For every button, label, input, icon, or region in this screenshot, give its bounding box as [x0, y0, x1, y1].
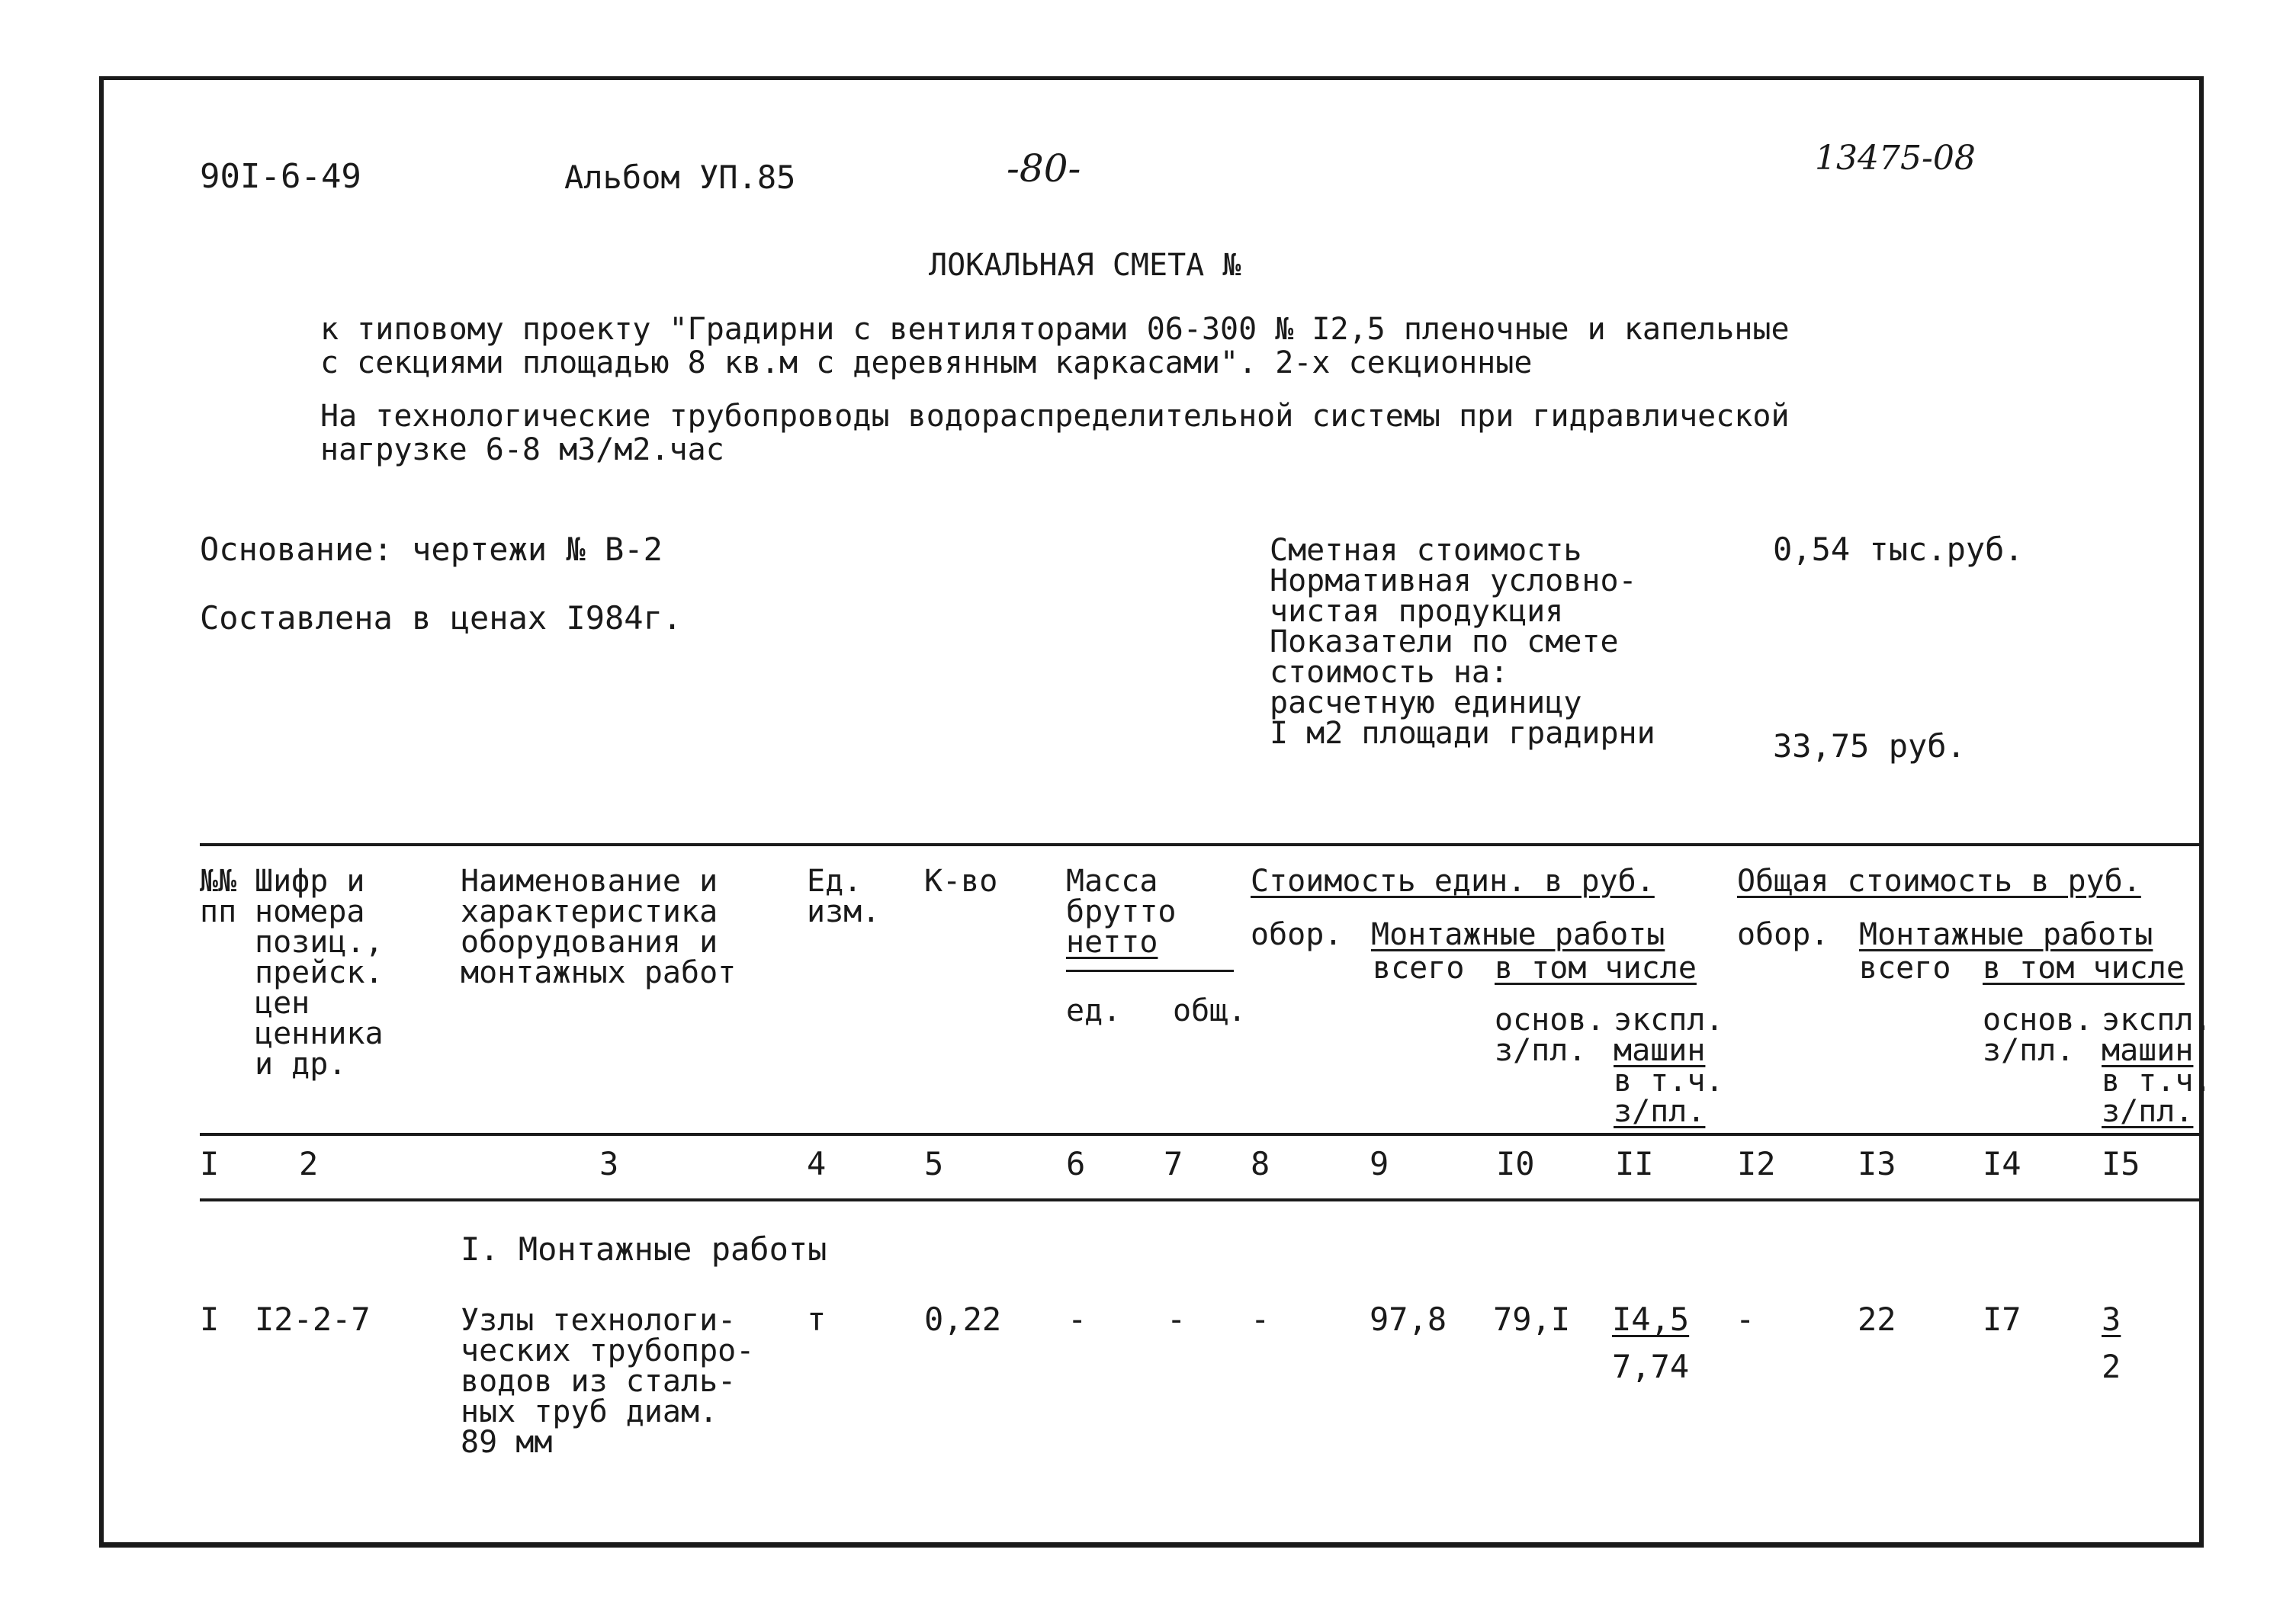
row-name-line: ных труб диам. [461, 1394, 718, 1429]
osnov-line: з/пл. [1983, 1033, 2075, 1068]
row-mass-unit: - [1068, 1301, 1087, 1338]
ekspl-line: экспл. [1614, 1002, 1724, 1038]
row-number: I [200, 1301, 220, 1338]
row-mont-total: 97,8 [1370, 1301, 1447, 1338]
doc-code: 90I-6-49 [200, 157, 361, 196]
norm-label-2: чистая продукция [1270, 594, 1564, 629]
row-name [461, 1305, 754, 1458]
column-numbers-bottom-rule [200, 1198, 2202, 1201]
header-vsego-unit: всего [1373, 951, 1465, 986]
col-number-1: I [200, 1145, 220, 1182]
header-num-a: №№ [200, 864, 237, 899]
header-code-line: прейск. [255, 955, 384, 990]
page-number: -80- [1007, 146, 1081, 191]
ekspl-line: з/пл. [2102, 1094, 2194, 1129]
col-number-12: I2 [1737, 1145, 1776, 1182]
col-number-5: 5 [924, 1145, 944, 1182]
row-mont-ekspl-zp: 7,74 [1612, 1348, 1690, 1385]
unit-cost-value: 33,75 руб. [1773, 727, 1966, 765]
norm-label-1: Нормативная условно- [1270, 563, 1637, 598]
header-name-line: монтажных работ [461, 955, 737, 990]
table-top-rule [200, 843, 2202, 846]
header-mont-group-total: Монтажные работы [1859, 917, 2153, 952]
document-title: ЛОКАЛЬНАЯ СМЕТА № [929, 248, 1241, 283]
row-qty: 0,22 [924, 1301, 1002, 1338]
header-vtch-total: в том числе [1983, 951, 2185, 986]
album-label: Альбом УП.85 [564, 159, 796, 196]
row-unit: т [807, 1301, 827, 1338]
header-code-line: цен [255, 986, 310, 1021]
osnov-line: основ. [1495, 1002, 1605, 1038]
col-number-9: 9 [1370, 1145, 1389, 1182]
header-col-2 [255, 864, 384, 1082]
row-name-line: Узлы технологи- [461, 1303, 737, 1338]
row-code: I2-2-7 [255, 1301, 371, 1338]
header-ekspl-unit [1614, 1002, 1724, 1129]
header-name-line: Наименование и [461, 864, 718, 899]
cost-indicators-labels [1270, 535, 1655, 749]
header-col-3 [461, 866, 736, 988]
header-num-b: пп [200, 894, 237, 929]
header-ekspl-total [2102, 1002, 2212, 1129]
header-code-line: ценника [255, 1016, 384, 1051]
col-number-8: 8 [1251, 1145, 1270, 1182]
col-number-13: I3 [1858, 1145, 1896, 1182]
row-mont-osnov: 79,I [1493, 1301, 1571, 1338]
header-code-line: Шифр и [255, 864, 365, 899]
basis-text: Основание: чертежи № В-2 [200, 531, 663, 568]
row-total-ekspl-zp: 2 [2102, 1348, 2121, 1385]
header-mont-group-unit: Монтажные работы [1371, 917, 1665, 952]
header-code-line: и др. [255, 1047, 347, 1082]
prices-text: Составлена в ценах I984г. [200, 599, 682, 637]
col-number-6: 6 [1066, 1145, 1086, 1182]
indicators-label-1: Показатели по смете [1270, 624, 1619, 659]
osnov-line: основ. [1983, 1002, 2093, 1038]
column-numbers-top-rule [200, 1133, 2202, 1136]
indicators-label-4: I м2 площади градирни [1270, 716, 1655, 751]
header-osnov-total [1983, 1002, 2093, 1068]
header-mass [1066, 866, 1177, 958]
row-mont-ekspl: I4,5 [1612, 1301, 1690, 1338]
header-unit-line: изм. [807, 894, 881, 929]
col-number-14: I4 [1983, 1145, 2021, 1182]
ekspl-line: з/пл. [1614, 1094, 1706, 1129]
header-obor-total: обор. [1737, 917, 1829, 952]
ekspl-line: экспл. [2102, 1002, 2212, 1038]
col-number-15: I5 [2102, 1145, 2140, 1182]
row-total-mont: 22 [1858, 1301, 1896, 1338]
title-line-4: нагрузке 6-8 м3/м2.час [320, 432, 724, 467]
title-line-1: к типовому проекту "Градирни с вентиляторами 06-300 № I2,5 пленочные и капельные [320, 312, 1790, 347]
header-qty: К-во [924, 864, 998, 899]
row-name-line: 89 мм [461, 1425, 553, 1460]
col-number-10: I0 [1496, 1145, 1535, 1182]
row-obor-total: - [1736, 1301, 1755, 1338]
ekspl-line: машин [1614, 1033, 1706, 1068]
indicators-label-3: расчетную единицу [1270, 685, 1582, 720]
osnov-line: з/пл. [1495, 1033, 1587, 1068]
header-mass-b: брутто [1066, 894, 1177, 929]
header-name-line: характеристика [461, 894, 718, 929]
header-mass-total: общ. [1173, 993, 1247, 1028]
col-number-2: 2 [299, 1145, 319, 1182]
row-mass-total: - [1167, 1301, 1187, 1338]
header-code-line: номера [255, 894, 365, 929]
header-mass-unit: ед. [1066, 993, 1122, 1028]
row-total-ekspl: 3 [2102, 1301, 2121, 1338]
header-vsego-total: всего [1859, 951, 1951, 986]
header-code-line: позиц., [255, 925, 384, 960]
ekspl-line: в т.ч. [1614, 1063, 1724, 1099]
title-line-2: с секциями площадью 8 кв.м с деревянным каркасами". 2-х секционные [320, 345, 1533, 380]
ekspl-line: в т.ч. [2102, 1063, 2212, 1099]
header-col-4 [807, 866, 880, 927]
archive-number: 13475-08 [1815, 139, 1976, 178]
row-name-line: водов из сталь- [461, 1364, 737, 1399]
header-osnov-unit [1495, 1002, 1605, 1068]
header-mass-a: Масса [1066, 864, 1158, 899]
ekspl-line: машин [2102, 1033, 2194, 1068]
row-total-osnov: I7 [1983, 1301, 2021, 1338]
title-line-3: На технологические трубопроводы водораспределительной системы при гидравлической [320, 399, 1790, 434]
cost-label: Сметная стоимость [1270, 533, 1582, 568]
section-title: I. Монтажные работы [461, 1230, 827, 1268]
header-mass-c: нетто [1066, 925, 1158, 960]
col-number-4: 4 [807, 1145, 827, 1182]
mass-underline [1066, 970, 1234, 972]
header-name-line: оборудования и [461, 925, 718, 960]
header-unit-cost-group: Стоимость един. в руб. [1251, 864, 1655, 899]
header-obor-unit: обор. [1251, 917, 1343, 952]
row-name-line: ческих трубопро- [461, 1333, 755, 1368]
header-col-1 [200, 866, 236, 927]
col-number-11: II [1615, 1145, 1654, 1182]
col-number-7: 7 [1164, 1145, 1183, 1182]
col-number-3: 3 [599, 1145, 619, 1182]
header-vtch-unit: в том числе [1495, 951, 1697, 986]
header-total-cost-group: Общая стоимость в руб. [1737, 864, 2141, 899]
indicators-label-2: стоимость на: [1270, 655, 1509, 690]
row-obor-unit: - [1251, 1301, 1270, 1338]
cost-value: 0,54 тыс.руб. [1773, 531, 2024, 568]
header-unit-line: Ед. [807, 864, 862, 899]
